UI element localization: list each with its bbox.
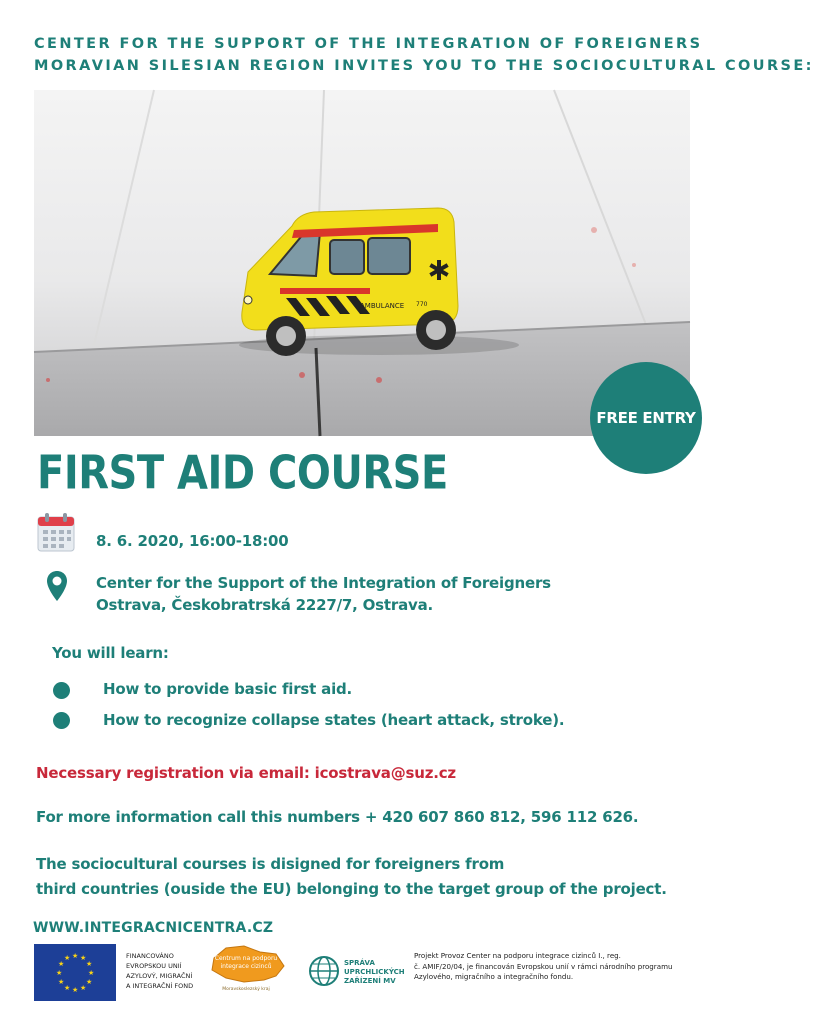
- free-entry-label: FREE ENTRY: [596, 409, 696, 427]
- calendar-icon: [37, 512, 75, 552]
- eu-funding-text: [126, 951, 193, 991]
- svg-text:★: ★: [86, 978, 93, 986]
- svg-text:★: ★: [88, 969, 95, 977]
- learn-item-1: How to provide basic first aid.: [103, 680, 353, 698]
- project-funding-text: [414, 951, 672, 983]
- address-line-1: Center for the Support of the Integration of Foreigners: [96, 574, 551, 592]
- learn-heading: You will learn:: [52, 644, 169, 662]
- svg-text:★: ★: [72, 986, 79, 994]
- suz-text-line: ZAŘÍZENÍ MV: [344, 977, 396, 985]
- course-date: 8. 6. 2020, 16:00-18:00: [96, 532, 289, 550]
- suz-globe-logo: [308, 955, 340, 987]
- svg-text:★: ★: [86, 960, 93, 968]
- svg-text:★: ★: [72, 952, 79, 960]
- svg-text:★: ★: [58, 978, 65, 986]
- address-line-2: Ostrava, Českobratrská 2227/7, Ostrava.: [96, 596, 434, 614]
- description-line-2: third countries (ouside the EU) belonging to the target group of the project.: [36, 880, 667, 898]
- eu-flag-logo: [34, 944, 116, 1001]
- czech-logo-line: Centrum na podporu: [214, 955, 278, 962]
- project-text-line: Projekt Provoz Center na podporu integrace cizinců I., reg.: [414, 951, 621, 960]
- ambulance-label: AMBULANCE: [360, 302, 405, 310]
- registration-text: Necessary registration via email: icostrava@suz.cz: [36, 764, 456, 782]
- svg-text:★: ★: [56, 969, 63, 977]
- suz-text-line: UPRCHLICKÝCH: [344, 968, 405, 976]
- phone-info-text: For more information call this numbers + 420 607 860 812, 596 112 626.: [36, 808, 639, 826]
- eu-text-line: FINANCOVÁNO: [126, 952, 174, 960]
- project-text-line: č. AMIF/20/04, je financován Evropskou unií v rámci národního programu: [414, 961, 673, 971]
- svg-text:★: ★: [80, 954, 87, 962]
- description-line-1: The sociocultural courses is disigned for foreigners from: [36, 855, 505, 873]
- header-line-1: CENTER FOR THE SUPPORT OF THE INTEGRATION OF FOREIGNERS: [34, 36, 703, 52]
- eu-text-line: EVROPSKOU UNIÍ: [126, 962, 182, 970]
- eu-text-line: A INTEGRAČNÍ FOND: [126, 982, 194, 990]
- suz-text-line: SPRÁVA: [344, 959, 375, 967]
- eu-text-line: AZYLOVÝ, MIGRAČNÍ: [126, 972, 193, 980]
- czech-logo-line: Moravskoslezský kraj: [222, 987, 270, 992]
- svg-text:★: ★: [58, 960, 65, 968]
- free-entry-badge: [590, 362, 702, 474]
- header-line-2: MORAVIAN SILESIAN REGION INVITES YOU TO THE SOCIOCULTURAL COURSE:: [34, 58, 814, 74]
- bullet-dot: [53, 682, 70, 699]
- course-address: [96, 572, 551, 616]
- project-text-line: Azylového, migračního a integračního fondu.: [414, 972, 574, 981]
- suz-logo-text: [344, 959, 405, 986]
- header: [34, 33, 814, 77]
- website-link[interactable]: WWW.INTEGRACNICENTRA.CZ: [33, 920, 274, 936]
- ambulance-photo: [34, 90, 690, 436]
- svg-text:★: ★: [80, 984, 87, 992]
- ambulance-number: 770: [416, 301, 428, 308]
- course-description: [36, 852, 667, 902]
- czech-logo-line: integrace cizinců: [220, 963, 272, 970]
- svg-text:★: ★: [64, 954, 71, 962]
- location-pin-icon: [46, 570, 68, 602]
- course-title: FIRST AID COURSE: [37, 447, 448, 500]
- learn-item-2: How to recognize collapse states (heart attack, stroke).: [103, 711, 565, 729]
- integration-center-logo: [204, 944, 288, 1002]
- svg-text:★: ★: [64, 984, 71, 992]
- bullet-dot: [53, 712, 70, 729]
